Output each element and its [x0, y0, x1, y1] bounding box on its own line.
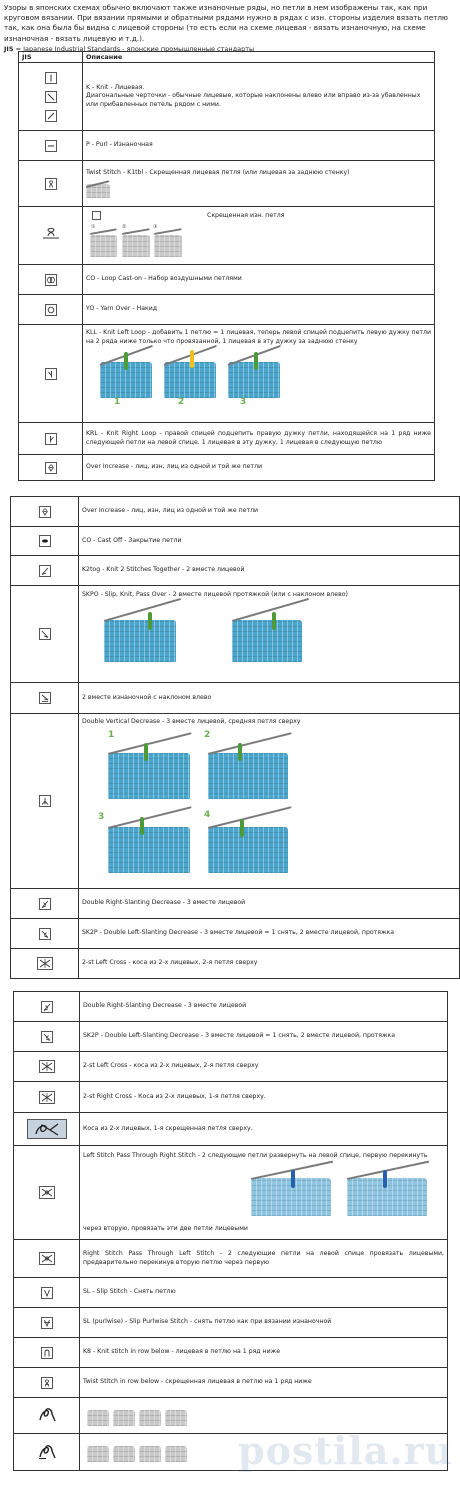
symbol-cell [19, 295, 83, 325]
row-desc [83, 161, 435, 207]
twist-hook-illustration [83, 1404, 193, 1428]
row-desc: Double Right-Slanting Decrease - 3 вместе лицевой [80, 992, 448, 1022]
table-row [14, 1113, 448, 1146]
step-4: 4 [204, 809, 211, 820]
intro-text: Узоры в японских схемах обычно включают также изнаночные ряды, но петли в нем изображены так, как при круговом вязании. При вязании прямыми и обратными рядами нужно в рядах с изн. стороны изделия вязать петлю так, как она была бы видна с лицевой стороны (то есть если на схеме лицевая - вязать изнаночную, на схеме изнаночная - вязать лицевую и т.д.). [4, 3, 448, 43]
slip-icon [41, 1287, 53, 1299]
twist-purl-icon [42, 227, 60, 241]
header-desc: Описание [83, 52, 435, 63]
row-desc: K2tog - Knit 2 Stitches Together - 2 вместе лицевой [79, 556, 460, 586]
row-desc [83, 325, 435, 423]
row-desc: SK2P - Double Left-Slanting Decrease - 3 вместе лицевой = 1 снять, 2 вместе лицевой, протяжка [80, 1022, 448, 1052]
table-row [14, 1278, 448, 1308]
left-cross-icon [37, 957, 53, 970]
cast-on-icon [45, 274, 57, 286]
table-row [19, 131, 435, 161]
twist-purl-small-icon [92, 211, 101, 220]
left-pass-through-icon [39, 1186, 55, 1199]
row-desc: SL (purlwise) - Slip Purlwise Stitch - снять петлю как при вязании изнаночной [80, 1308, 448, 1338]
symbol-cell [19, 207, 83, 265]
table-row [19, 455, 435, 481]
table-row [14, 992, 448, 1022]
row-desc: Right Stitch Pass Through Left Stitch - 2 следующие петли на левой спице провязать лицевыми, предварительно перекинув вторую петлю через первую [80, 1240, 448, 1278]
symbol-cell [14, 1434, 80, 1471]
jis-bold: JIS [4, 44, 14, 53]
symbol-cell [11, 714, 79, 889]
symbol-cell [11, 497, 79, 527]
table-row [11, 683, 460, 714]
twist-purl-illustration [86, 211, 186, 261]
right-pass-through-icon [39, 1252, 55, 1265]
step-3: 3 [240, 397, 247, 408]
knit-icon [45, 72, 57, 84]
table-row [19, 63, 435, 131]
yarn-over-icon [45, 304, 57, 316]
knit-below-icon [41, 1347, 53, 1359]
over-increase-icon [45, 462, 57, 474]
symbol-cell [19, 63, 83, 131]
row-desc: Коса из 2-х лицевых, 1-я скрещенная петля сверху. [80, 1113, 448, 1146]
row-desc-text: SKPO - Slip, Knit, Pass Over - 2 вместе лицевой протяжкой (или с наклоном влево) [82, 591, 348, 598]
slash-icon [45, 91, 57, 103]
table-row [14, 1308, 448, 1338]
symbol-cell [19, 161, 83, 207]
twist-hook-illustration [83, 1440, 193, 1464]
circle-mark-3: ③ [153, 223, 158, 230]
symbol-cell [14, 1052, 80, 1082]
row-desc: Over Increase - лиц, изн, лиц из одной и той же петли [83, 455, 435, 481]
symbol-cell [19, 265, 83, 295]
table-row [14, 1082, 448, 1113]
table-row [11, 586, 460, 683]
table-row [11, 714, 460, 889]
circle-mark-1: ① [91, 223, 96, 230]
row-desc-text: Double Vertical Decrease - 3 вместе лицевой, средняя петля сверху [82, 718, 301, 725]
twist-below-icon [41, 1377, 53, 1389]
step-3: 3 [98, 811, 105, 822]
symbol-cell [14, 992, 80, 1022]
table-row [19, 161, 435, 207]
table-row [11, 497, 460, 527]
table-row [11, 527, 460, 556]
twist-hook-icon [36, 1440, 58, 1460]
purl-icon [45, 140, 57, 152]
symbol-table-3 [13, 991, 448, 1471]
kll-illustration [100, 348, 280, 410]
jis-note-text: = Japanese Industrial Standards - японские промышленные стандарты [13, 44, 255, 53]
table-row [19, 207, 435, 265]
table-row [14, 1146, 448, 1240]
row-desc: SK2P - Double Left-Slanting Decrease - 3 вместе лицевой = 1 снять, 2 вместе лицевой, протяжка [79, 919, 460, 949]
over-increase-icon [39, 506, 51, 518]
symbol-cell [19, 423, 83, 455]
row-desc: 2-st Right Cross - Коса из 2-х лицевых, 1-я петля сверху. [80, 1082, 448, 1113]
symbol-cell [11, 949, 79, 979]
table-row [11, 556, 460, 586]
watermark: postila.ru [238, 1428, 454, 1473]
krl-icon [45, 433, 57, 445]
row-desc: K - Knit - Лицевая. Диагональные черточки - обычные лицевые, которые наклонены влево или вправо из-за убавленных или прибавленных петель рядом с ними. [83, 63, 435, 131]
row-desc: SL - Slip Stitch - Снять петлю [80, 1278, 448, 1308]
row-desc-text: Скрещенная изн. петля [207, 212, 285, 219]
table-row [11, 919, 460, 949]
symbol-cell [19, 325, 83, 423]
table-row [11, 889, 460, 919]
row-desc: Over Increase - лиц, изн, лиц из одной и той же петли [79, 497, 460, 527]
table-row [14, 1022, 448, 1052]
symbol-cell [19, 455, 83, 481]
row-desc [79, 586, 460, 683]
left-slant-decrease-icon [41, 1031, 53, 1043]
kll-icon [45, 368, 57, 380]
twist-hook-icon [36, 1404, 58, 1424]
circle-mark-2: ② [122, 223, 127, 230]
table-header [19, 52, 435, 63]
cast-off-icon [39, 535, 51, 547]
symbol-cell [11, 919, 79, 949]
symbol-cell [14, 1022, 80, 1052]
row-desc: CO - Loop Cast-on - Набор воздушными петлями [83, 265, 435, 295]
slip-purlwise-icon [41, 1317, 53, 1329]
table-row [19, 325, 435, 423]
skpo-illustration [104, 604, 344, 664]
symbol-table-2 [10, 496, 460, 979]
symbol-cell [14, 1082, 80, 1113]
symbol-cell [14, 1146, 80, 1240]
slash-icon [45, 110, 57, 122]
row-desc: YO - Yarn Over - Накид [83, 295, 435, 325]
symbol-cell [11, 556, 79, 586]
symbol-table-1 [18, 51, 435, 481]
twist-illustration [86, 180, 110, 198]
row-desc: K8 - Knit stitch in row below - лицевая в петлю на 1 ряд ниже [80, 1338, 448, 1368]
k2tog-icon [39, 565, 51, 577]
row-desc-text: Twist Stitch - K1tbl - Скрещенная лицевая петля (или лицевая за заднюю стенку) [86, 169, 350, 177]
symbol-cell [14, 1278, 80, 1308]
table-row [19, 295, 435, 325]
symbol-cell [14, 1368, 80, 1398]
symbol-cell [11, 586, 79, 683]
symbol-cell [11, 889, 79, 919]
symbol-cell [14, 1113, 80, 1146]
table-row [19, 423, 435, 455]
row-desc: CO - Cast Off - Закрытие петли [79, 527, 460, 556]
row-desc-top: Left Stitch Pass Through Right Stitch - 2 следующие петли развернуть на левой спице, первую перекинуть [83, 1152, 428, 1159]
row-desc [80, 1146, 448, 1240]
pass-through-illustration [251, 1164, 429, 1216]
symbol-cell [19, 131, 83, 161]
symbol-cell [14, 1398, 80, 1434]
step-2: 2 [178, 397, 185, 408]
row-desc [83, 207, 435, 265]
dvd-illustration [98, 729, 304, 879]
row-desc: 2-st Left Cross - коса из 2-х лицевых, 2-я петля сверху [80, 1052, 448, 1082]
header-sym: JIS [19, 52, 83, 63]
row-desc: KRL - Knit Right Loop - правой спицей подцепить правую дужку петли, находящейся на 1 ряд ниже следующей петли на левой спице. 1 лицевая в эту дужку, 1 лицевая в следующую петлю [83, 423, 435, 455]
double-vertical-decrease-icon [39, 795, 51, 807]
table-row [11, 949, 460, 979]
symbol-cell [11, 527, 79, 556]
row-desc-text: KLL - Knit Left Loop - добавить 1 петлю = 1 лицевая, теперь левой спицей подцепить левую дужку петли на 2 ряда ниже только что провязанной, 1 лицевая в эту дужку за заднюю стенку [86, 329, 431, 345]
symbol-cell [14, 1308, 80, 1338]
row-desc: Twist Stitch in row below - скрещенная лицевая в петлю на 1 ряд ниже [80, 1368, 448, 1398]
right-cross-icon [39, 1091, 55, 1104]
purl-2tog-icon [39, 692, 51, 704]
row-desc [79, 714, 460, 889]
table-row [14, 1240, 448, 1278]
symbol-cell [11, 683, 79, 714]
row-desc-bottom: через вторую, провязать эти две петли лицевыми [83, 1225, 248, 1233]
step-2: 2 [204, 729, 211, 740]
row-desc: P - Purl - Изнаночная [83, 131, 435, 161]
twisted-cross-icon [27, 1119, 67, 1139]
table-row [14, 1338, 448, 1368]
intro-block [4, 3, 456, 54]
right-slant-decrease-icon [39, 898, 51, 910]
right-slant-decrease-icon [41, 1001, 53, 1013]
left-cross-icon [39, 1060, 55, 1073]
symbol-cell [14, 1338, 80, 1368]
table-row [14, 1368, 448, 1398]
row-desc: Double Right-Slanting Decrease - 3 вместе лицевой [79, 889, 460, 919]
step-1: 1 [114, 397, 121, 408]
table-row [19, 265, 435, 295]
table-row [14, 1052, 448, 1082]
row-desc: 2-st Left Cross - коса из 2-х лицевых, 2-я петля сверху [79, 949, 460, 979]
skpo-icon [39, 628, 51, 640]
row-desc: 2 вместе изнаночной с наклоном влево [79, 683, 460, 714]
twist-icon [45, 178, 57, 190]
step-1: 1 [108, 729, 115, 740]
left-slant-decrease-icon [39, 928, 51, 940]
symbol-cell [14, 1240, 80, 1278]
